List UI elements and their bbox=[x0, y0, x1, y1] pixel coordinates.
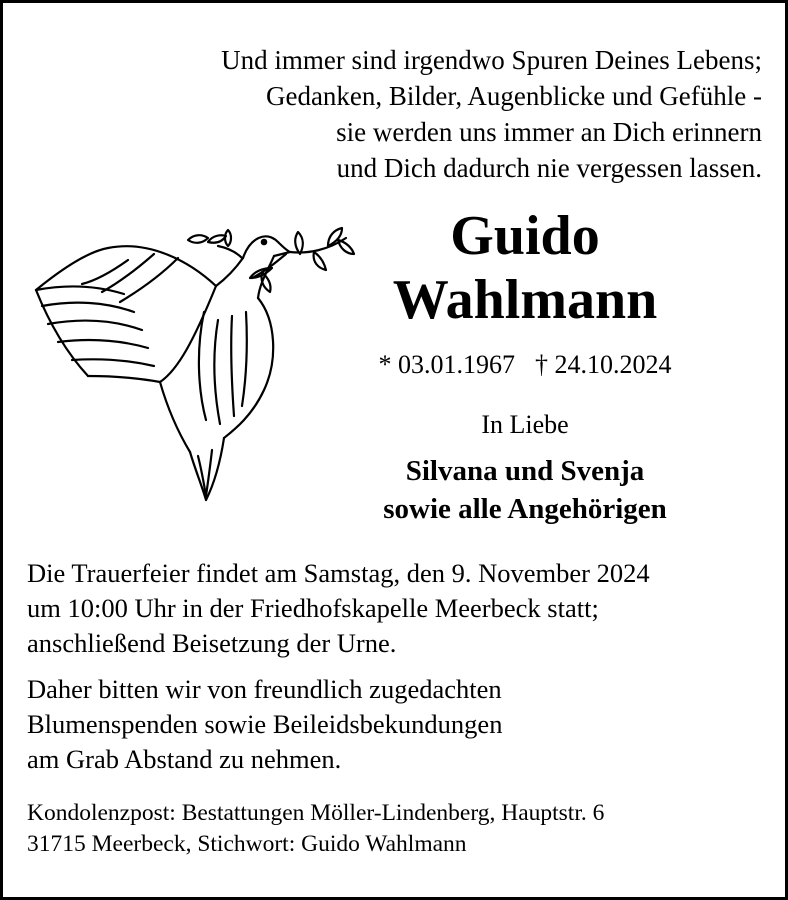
mourners-line: sowie alle Angehörigen bbox=[383, 493, 667, 525]
ceremony-line: anschließend Beisetzung der Urne. bbox=[27, 628, 397, 658]
poem-line: sie werden uns immer an Dich erinnern bbox=[336, 117, 762, 147]
first-name: Guido bbox=[450, 205, 600, 267]
contact-line: 31715 Meerbeck, Stichwort: Guido Wahlmann bbox=[27, 831, 467, 857]
request-line: Blumenspenden sowie Beileidsbekundungen bbox=[27, 709, 503, 739]
last-name: Wahlmann bbox=[392, 269, 658, 331]
condolence-contact bbox=[27, 798, 604, 860]
request-line: am Grab Abstand zu nehmen. bbox=[27, 744, 342, 774]
ceremony-line: um 10:00 Uhr in der Friedhofskapelle Meerbeck statt; bbox=[27, 593, 599, 623]
poem-line: Und immer sind irgendwo Spuren Deines Lebens; bbox=[221, 45, 762, 75]
mourners bbox=[330, 452, 720, 528]
birth-date: * 03.01.1967 bbox=[378, 350, 515, 379]
life-dates bbox=[350, 348, 700, 382]
ceremony-paragraph bbox=[27, 556, 650, 661]
mourners-line: Silvana und Svenja bbox=[405, 455, 645, 487]
request-line: Daher bitten wir von freundlich zugedachten bbox=[27, 674, 502, 704]
poem-line: Gedanken, Bilder, Augenblicke und Gefühle - bbox=[265, 81, 762, 111]
contact-line: Kondolenzpost: Bestattungen Möller-Lindenberg, Hauptstr. 6 bbox=[27, 800, 605, 826]
memorial-poem bbox=[221, 42, 762, 186]
request-paragraph bbox=[27, 672, 502, 777]
deceased-name bbox=[350, 204, 700, 332]
ceremony-line: Die Trauerfeier findet am Samstag, den 9. November 2024 bbox=[27, 558, 650, 588]
dove-with-olive-branch-icon bbox=[28, 220, 358, 520]
poem-line: und Dich dadurch nie vergessen lassen. bbox=[336, 153, 762, 183]
signoff-intro: In Liebe bbox=[481, 410, 569, 439]
death-date: † 24.10.2024 bbox=[535, 350, 672, 379]
